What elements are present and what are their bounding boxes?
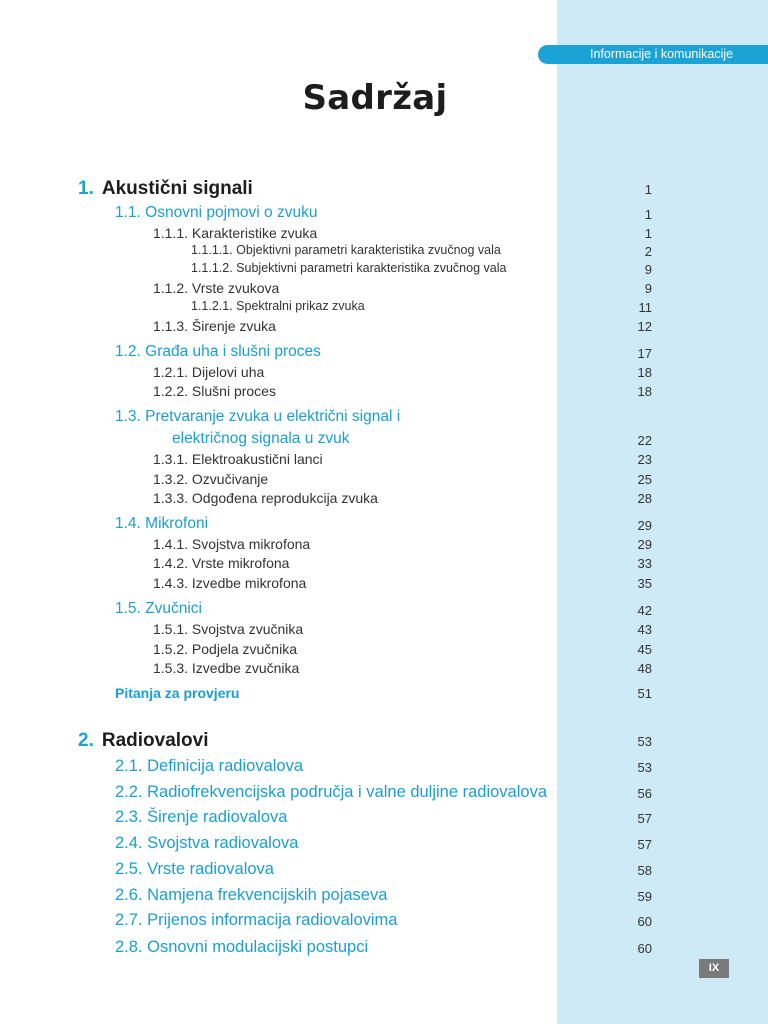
toc-entry-label <box>153 621 303 637</box>
toc-entry-page: 11 <box>638 300 652 315</box>
toc-entry-text: 1.2.2. Slušni proces <box>153 383 276 399</box>
toc-entry-label <box>191 299 365 313</box>
toc-entry-page: 58 <box>637 863 652 878</box>
toc-entry-text: 1.5.2. Podjela zvučnika <box>153 641 297 657</box>
toc-entry-page: 48 <box>637 661 652 676</box>
toc-entry-page: 17 <box>637 346 652 361</box>
toc-entry-label <box>153 536 310 552</box>
toc-entry-label <box>153 490 378 506</box>
toc-entry-label <box>115 911 397 930</box>
toc-entry-page: 59 <box>637 889 652 904</box>
toc-entry-text: 1.3.1. Elektroakustični lanci <box>153 451 323 467</box>
toc-entry-page: 29 <box>637 537 652 552</box>
toc-entry-page: 23 <box>637 452 652 467</box>
toc-entry-text: 1.2. Građa uha i slušni proces <box>115 343 321 360</box>
toc-entry-text: Pitanja za provjeru <box>115 685 240 701</box>
toc-entry-label <box>153 641 297 657</box>
chapter-number: 1. <box>78 178 94 199</box>
toc-entry-text: 2.6. Namjena frekvencijskih pojaseva <box>115 886 388 904</box>
toc-entry-page: 57 <box>637 837 652 852</box>
toc-entry-text: 1.4.3. Izvedbe mikrofona <box>153 575 307 591</box>
toc-entry-page: 9 <box>644 281 652 296</box>
toc-entry-label <box>115 834 298 853</box>
toc-entry-label <box>78 730 209 752</box>
toc-entry-page: 33 <box>637 556 652 571</box>
toc-entry-text: Radiovalovi <box>101 730 209 751</box>
toc-entry-text: 1.4.2. Vrste mikrofona <box>153 555 290 571</box>
toc-entry-page: 12 <box>637 319 652 334</box>
toc-entry-label <box>115 600 202 618</box>
toc-entry-text: 1.5. Zvučnici <box>115 600 203 617</box>
toc-entry-text: električnog signala u zvuk <box>172 430 350 447</box>
page-number: IX <box>699 959 729 978</box>
toc-entry-page: 25 <box>637 472 652 487</box>
toc-entry-page: 53 <box>637 734 652 749</box>
toc-entry-label <box>153 575 306 591</box>
toc-entry-label <box>153 471 268 487</box>
page-title: Sadržaj <box>302 78 448 118</box>
toc-entry-label <box>191 243 501 257</box>
toc-entry-text: 1.5.3. Izvedbe zvučnika <box>153 660 300 676</box>
toc-entry-label <box>191 261 506 275</box>
toc-entry-label <box>115 515 208 533</box>
toc-entry-page: 43 <box>637 622 652 637</box>
toc-entry-page: 42 <box>637 603 652 618</box>
toc-entry-page: 60 <box>637 941 652 956</box>
toc-entry-page: 22 <box>637 433 652 448</box>
toc-entry-page: 1 <box>644 207 652 222</box>
toc-entry-label <box>115 408 400 426</box>
toc-entry-label <box>115 685 239 701</box>
toc-entry-page: 28 <box>637 491 652 506</box>
toc-entry-text: 2.3. Širenje radiovalova <box>115 808 288 826</box>
toc-entry-label <box>153 383 276 399</box>
toc-entry-label <box>153 364 264 380</box>
section-header-tab: Informacije i komunikacije <box>538 45 768 64</box>
toc-entry-label <box>115 938 368 957</box>
toc-entry-page: 18 <box>637 365 652 380</box>
toc-entry-text: 2.1. Definicija radiovalova <box>115 757 304 775</box>
toc-entry-page: 60 <box>637 914 652 929</box>
toc-entry-text: 1.1. Osnovni pojmovi o zvuku <box>115 204 318 221</box>
toc-entry-page: 35 <box>637 576 652 591</box>
toc-entry-page: 45 <box>637 642 652 657</box>
toc-entry-text: 2.2. Radiofrekvencijska područja i valne duljine radiovalova <box>115 783 547 801</box>
toc-entry-label <box>115 808 287 827</box>
toc-entry-label <box>153 660 299 676</box>
toc-entry-label <box>115 757 303 776</box>
toc-entry-page: 53 <box>637 760 652 775</box>
toc-entry-text: 2.8. Osnovni modulacijski postupci <box>115 938 369 956</box>
toc-entry-text: 1.1.1.1. Objektivni parametri karakteristika zvučnog vala <box>191 243 501 257</box>
toc-entry-label <box>172 430 350 448</box>
toc-entry-text: 1.3.2. Ozvučivanje <box>153 471 269 487</box>
toc-entry-page: 1 <box>644 226 652 241</box>
toc-entry-page: 51 <box>637 686 652 701</box>
toc-entry-page: 1 <box>644 182 652 197</box>
toc-entry-label <box>153 451 323 467</box>
toc-entry-text: 1.1.3. Širenje zvuka <box>153 318 276 334</box>
toc-entry-page: 2 <box>644 244 652 259</box>
toc-entry-label <box>115 860 274 879</box>
toc-entry-text: 1.1.1.2. Subjektivni parametri karakteristika zvučnog vala <box>191 261 507 275</box>
toc-entry-page: 9 <box>644 262 652 277</box>
toc-entry-text: 1.1.2.1. Spektralni prikaz zvuka <box>191 299 365 313</box>
toc-entry-text: 1.3.3. Odgođena reprodukcija zvuka <box>153 490 378 506</box>
toc-entry-text: 2.5. Vrste radiovalova <box>115 860 274 878</box>
toc-entry-text: 1.3. Pretvaranje zvuka u električni signal i <box>115 408 401 425</box>
toc-entry-text: 1.5.1. Svojstva zvučnika <box>153 621 304 637</box>
toc-entry-label <box>153 280 279 296</box>
toc-entry-text: 1.4.1. Svojstva mikrofona <box>153 536 311 552</box>
toc-entry-label <box>115 204 317 222</box>
toc-entry-text: 1.1.2. Vrste zvukova <box>153 280 280 296</box>
toc-entry-page: 56 <box>637 786 652 801</box>
toc-entry-page: 57 <box>637 811 652 826</box>
toc-entry-text: 2.4. Svojstva radiovalova <box>115 834 299 852</box>
toc-entry-text: 1.4. Mikrofoni <box>115 515 209 532</box>
toc-entry-text: 1.2.1. Dijelovi uha <box>153 364 265 380</box>
toc-entry-text: 2.7. Prijenos informacija radiovalovima <box>115 911 398 929</box>
toc-entry-label <box>78 178 253 200</box>
toc-entry-label <box>115 886 387 905</box>
toc-entry-text: Akustični signali <box>101 178 253 199</box>
chapter-number: 2. <box>78 730 94 751</box>
toc-entry-label <box>153 225 317 241</box>
toc-entry-label <box>115 343 321 361</box>
toc-entry-page: 29 <box>637 518 652 533</box>
toc-entry-text: 1.1.1. Karakteristike zvuka <box>153 225 318 241</box>
toc-entry-label <box>115 783 547 802</box>
toc-entry-label <box>153 555 289 571</box>
toc-entry-label <box>153 318 276 334</box>
toc-entry-page: 18 <box>637 384 652 399</box>
